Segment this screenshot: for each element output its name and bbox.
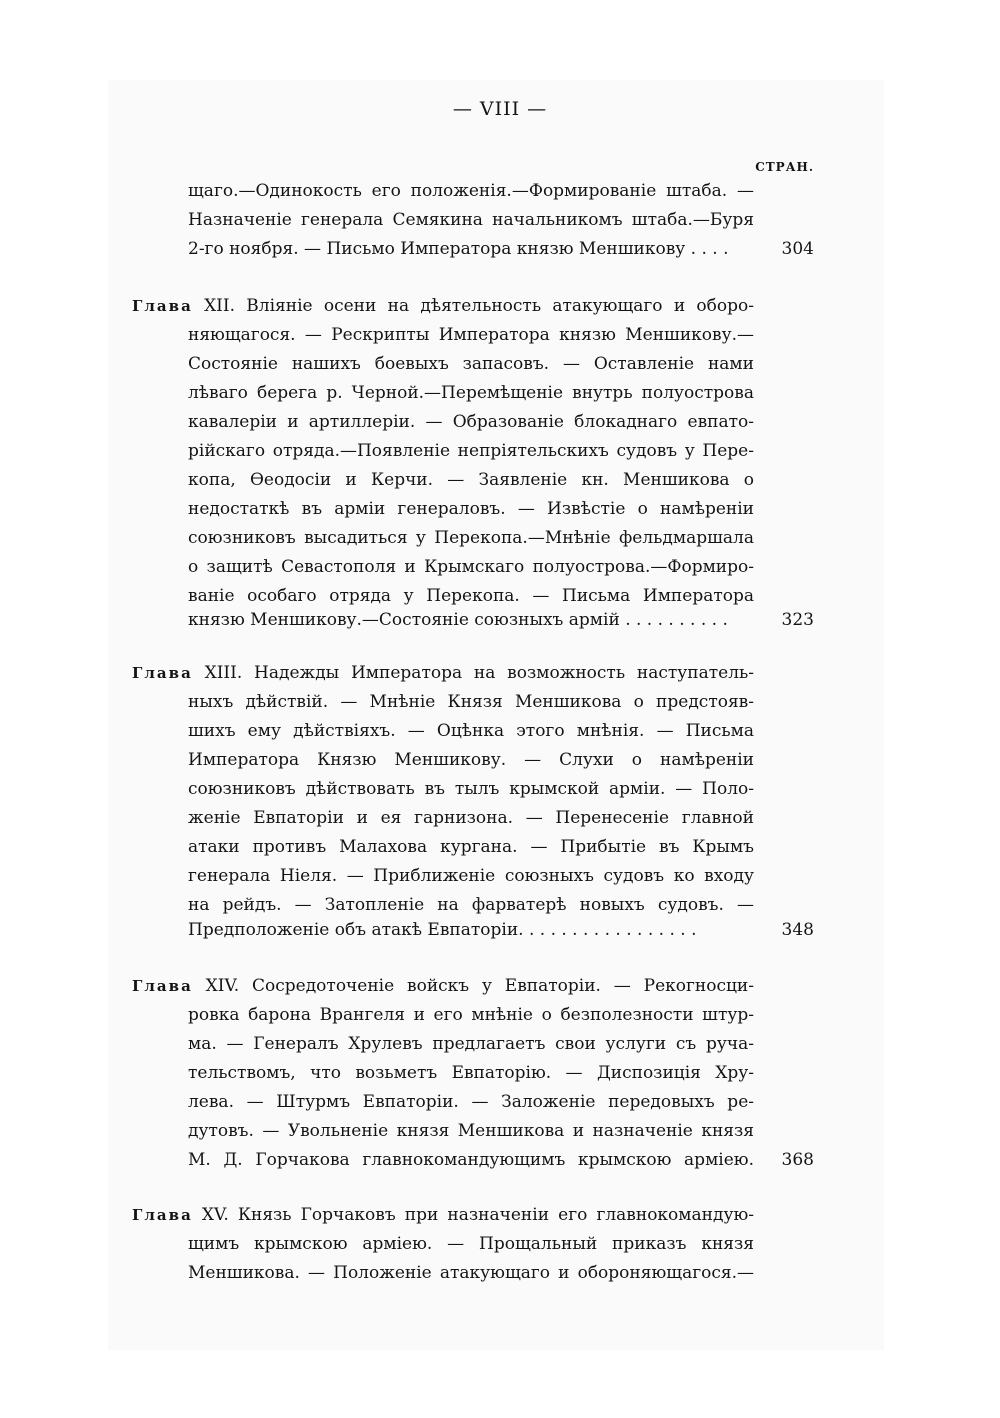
entry-0-page: 304	[781, 239, 814, 259]
entry-2-page: 348	[781, 920, 814, 940]
entry-2-line-4: союзниковъ дѣйствовать въ тылъ крымской арміи. — Поло-	[188, 779, 754, 799]
entry-1-line-0: Глава XII. Вліяніе осени на дѣятельность атакующаго и оборо-	[132, 296, 754, 316]
entry-3-line-5: дутовъ. — Увольненіе князя Меншикова и назначеніе князя	[188, 1121, 754, 1141]
entry-2-line-8: на рейдъ. — Затопленіе на фарватерѣ новыхъ судовъ. —	[188, 895, 754, 915]
entry-1-line-3: лѣваго берега р. Черной.—Перемѣщеніе внутрь полуострова	[188, 383, 754, 403]
entry-3-line-4: лева. — Штурмъ Евпаторіи. — Заложеніе передовыхъ ре-	[188, 1092, 754, 1112]
entry-3-line-0: Глава XIV. Сосредоточеніе войскъ у Евпаторіи. — Рекогносци-	[132, 976, 754, 996]
entry-2-line-3: Императора Князю Меншикову. — Слухи о намѣреніи	[188, 750, 754, 770]
entry-1-line-4: кавалеріи и артиллеріи. — Образованіе блокаднаго евпато-	[188, 412, 754, 432]
chapter-label: Глава	[132, 297, 193, 315]
entry-1-line-5: рійскаго отряда.—Появленіе непріятельскихъ судовъ у Пере-	[188, 441, 754, 461]
entry-1-line-8: союзниковъ высадиться у Перекопа.—Мнѣніе фельдмаршала	[188, 528, 754, 548]
column-label-strán: СТРАН.	[755, 160, 814, 174]
entry-1-line-7: недостаткѣ въ арміи генераловъ. — Извѣстіе о намѣреніи	[188, 499, 754, 519]
entry-1-line-10: ваніе особаго отряда у Перекопа. — Письма Императора	[188, 586, 754, 606]
entry-2-line-9: Предположеніе объ атакѣ Евпаторіи. . . . . . . . . . . . . . . . .	[188, 920, 697, 940]
chapter-label: Глава	[132, 1206, 193, 1224]
entry-1-line-9: о защитѣ Севастополя и Крымскаго полуострова.—Формиро-	[188, 557, 754, 577]
chapter-label: Глава	[132, 664, 193, 682]
chapter-label: Глава	[132, 977, 193, 995]
entry-2-line-6: атаки противъ Малахова кургана. — Прибытіе въ Крымъ	[188, 837, 754, 857]
entry-1-page: 323	[781, 610, 814, 630]
entry-2-line-0: Глава XIII. Надежды Императора на возможность наступатель-	[132, 663, 754, 683]
entry-1-line-6: копа, Ѳеодосіи и Керчи. — Заявленіе кн. Меншикова о	[188, 470, 754, 490]
entry-2-line-2: шихъ ему дѣйствіяхъ. — Оцѣнка этого мнѣнія. — Письма	[188, 721, 754, 741]
entry-4-line-1: щимъ крымскою арміею. — Прощальный приказъ князя	[188, 1234, 754, 1254]
entry-2-line-1: ныхъ дѣйствій. — Мнѣніе Князя Меншикова о предстояв-	[188, 692, 754, 712]
entry-4-line-2: Меншикова. — Положеніе атакующаго и обороняющагося.—	[188, 1263, 754, 1283]
page-number-header: — VIII —	[452, 98, 548, 120]
entry-3-line-1: ровка барона Врангеля и его мнѣніе о безполезности штур-	[188, 1005, 754, 1025]
entry-0-line-1: Назначеніе генерала Семякина начальникомъ штаба.—Буря	[188, 210, 754, 230]
entry-3-line-3: тельствомъ, что возьметъ Евпаторію. — Диспозиція Хру-	[188, 1063, 754, 1083]
entry-2-line-5: женіе Евпаторіи и ея гарнизона. — Перенесеніе главной	[188, 808, 754, 828]
entry-3-line-2: ма. — Генералъ Хрулевъ предлагаетъ свои услуги съ руча-	[188, 1034, 754, 1054]
entry-1-line-2: Состояніе нашихъ боевыхъ запасовъ. — Оставленіе нами	[188, 354, 754, 374]
entry-4-line-0: Глава XV. Князь Горчаковъ при назначеніи его главнокомандую-	[132, 1205, 754, 1225]
entry-0-line-0: щаго.—Одинокость его положенія.—Формированіе штаба. —	[188, 181, 754, 201]
entry-3-line-6: М. Д. Горчакова главнокомандующимъ крымскою арміею.	[188, 1150, 754, 1170]
entry-2-line-7: генерала Ніеля. — Приближеніе союзныхъ судовъ ко входу	[188, 866, 754, 886]
entry-1-line-1: няющагося. — Рескрипты Императора князю Меншикову.—	[188, 325, 754, 345]
entry-1-line-11: князю Меншикову.—Состояніе союзныхъ армій . . . . . . . . . .	[188, 610, 728, 630]
entry-0-line-2: 2-го ноября. — Письмо Императора князю Меншикову . . . .	[188, 239, 729, 259]
entry-3-page: 368	[781, 1150, 814, 1170]
